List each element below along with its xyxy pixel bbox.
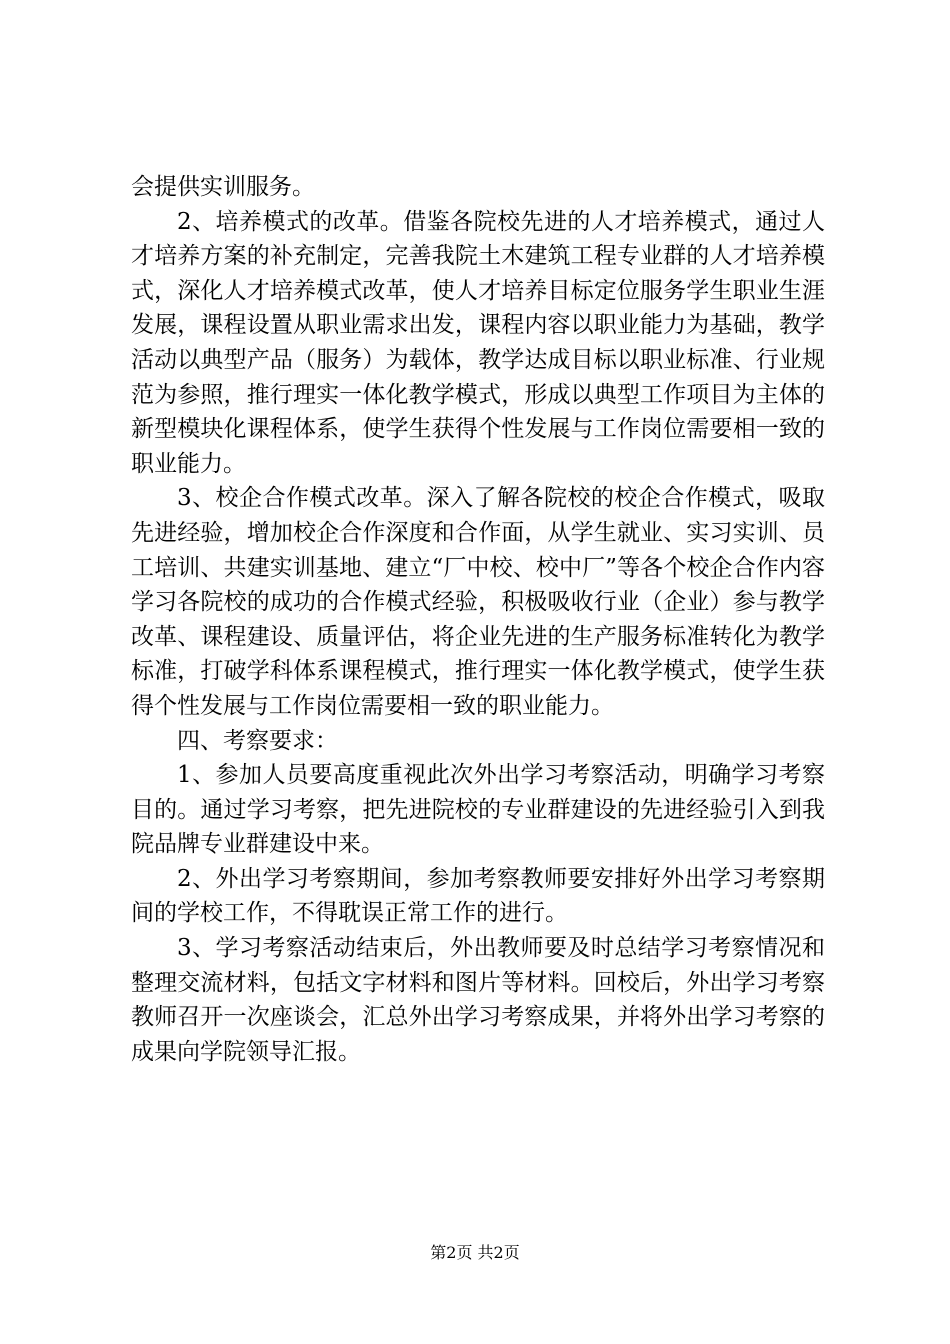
paragraph-requirement-1: 1、参加人员要高度重视此次外出学习考察活动，明确学习考察目的。通过学习考察，把先进院校的专业群建设的先进经验引入到我院品牌专业群建设中来。 xyxy=(131,762,825,858)
page-number-footer: 第2页 共2页 xyxy=(430,1243,520,1262)
document-body xyxy=(131,170,825,1069)
paragraph-requirement-2: 2、外出学习考察期间，参加考察教师要安排好外出学习考察期间的学校工作，不得耽误正常工作的进行。 xyxy=(131,865,825,927)
paragraph-training-model-reform: 2、培养模式的改革。借鉴各院校先进的人才培养模式，通过人才培养方案的补充制定，完善我院土木建筑工程专业群的人才培养模式，深化人才培养模式改革，使人才培养目标定位服务学生职业生涯发展，课程设置从职业需求出发，课程内容以职业能力为基础，教学活动以典型产品（服务）为载体，教学达成目标以职业标准、行业规范为参照，推行理实一体化教学模式，形成以典型工作项目为主体的新型模块化课程体系，使学生获得个性发展与工作岗位需要相一致的职业能力。 xyxy=(131,208,825,477)
paragraph-continuation: 会提供实训服务。 xyxy=(131,174,315,200)
paragraph-requirement-3: 3、学习考察活动结束后，外出教师要及时总结学习考察情况和整理交流材料，包括文字材料和图片等材料。回校后，外出学习考察教师召开一次座谈会，汇总外出学习考察成果，并将外出学习考察的成果向学院领导汇报。 xyxy=(131,935,825,1065)
paragraph-school-enterprise-cooperation: 3、校企合作模式改革。深入了解各院校的校企合作模式，吸取先进经验，增加校企合作深度和合作面，从学生就业、实习实训、员工培训、共建实训基地、建立“厂中校、校中厂”等各个校企合作内容学习各院校的成功的合作模式经验，积极吸收行业（企业）参与教学改革、课程建设、质量评估，将企业先进的生产服务标准转化为教学标准，打破学科体系课程模式，推行理实一体化教学模式，使学生获得个性发展与工作岗位需要相一致的职业能力。 xyxy=(131,485,825,719)
section-heading-requirements: 四、考察要求： xyxy=(177,727,338,754)
